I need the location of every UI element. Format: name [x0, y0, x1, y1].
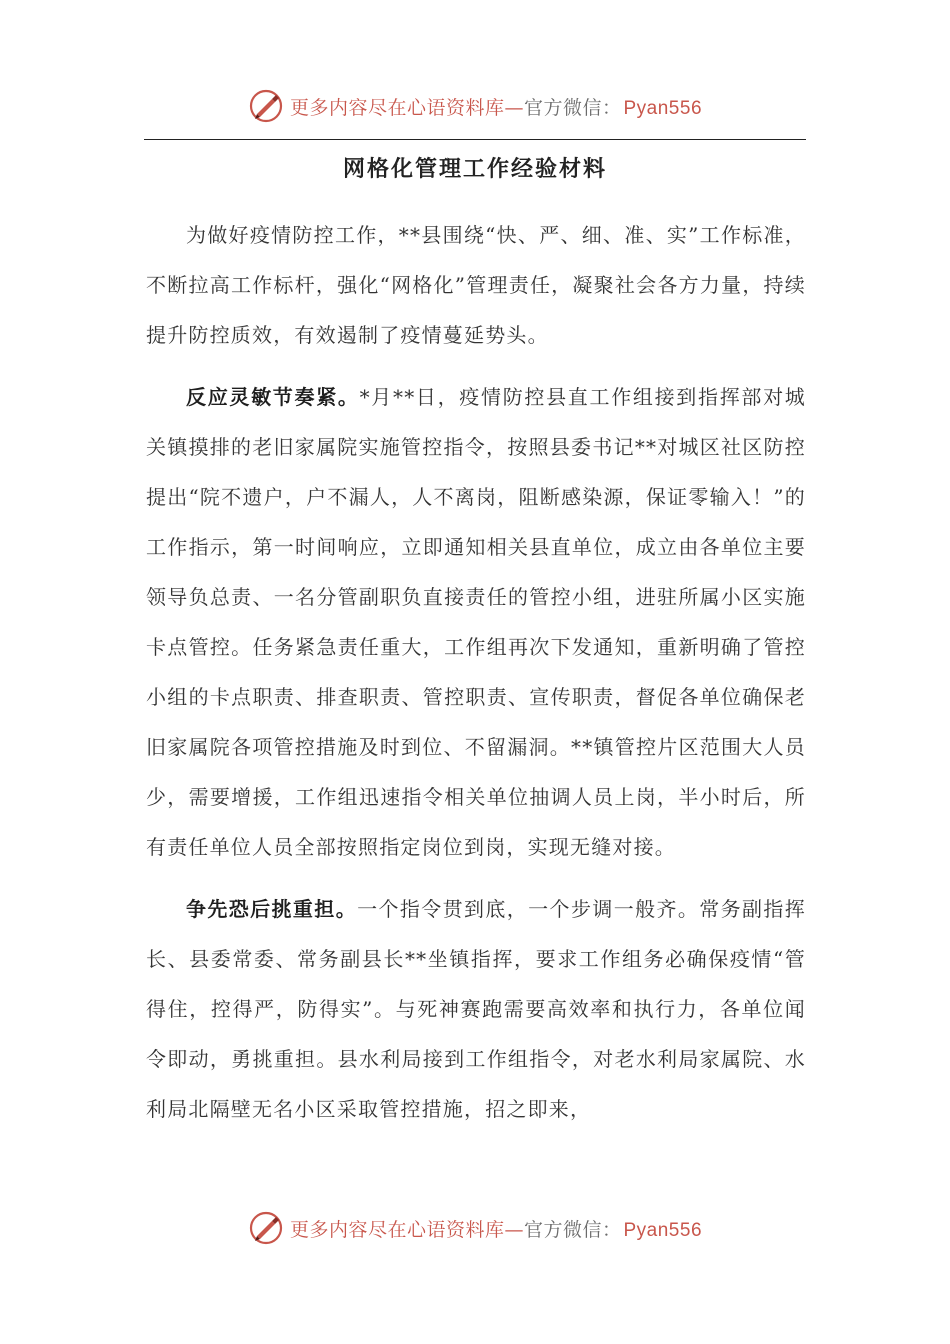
- document-title: 网格化管理工作经验材料: [342, 156, 607, 182]
- header-banner: [0, 86, 950, 126]
- banner-wechat-label: 官方微信：: [523, 96, 622, 119]
- header-divider: [144, 139, 806, 140]
- paragraph-response: [146, 372, 806, 872]
- banner-main-text: 更多内容尽在心语资料库—: [289, 1218, 524, 1241]
- footer-banner: [0, 1208, 950, 1248]
- pen-seal-logo-icon: [248, 88, 284, 124]
- paragraph-intro: [146, 210, 806, 360]
- banner-wechat-handle: Pyan556: [623, 97, 703, 119]
- banner-wechat-handle: Pyan556: [623, 1219, 703, 1241]
- paragraph-lead: 争先恐后挑重担。: [186, 897, 358, 921]
- banner-text: [290, 1215, 702, 1242]
- document-body: [146, 210, 806, 1146]
- banner-main-text: 更多内容尽在心语资料库—: [289, 96, 524, 119]
- pen-seal-logo-icon: [248, 1210, 284, 1246]
- paragraph-responsibility: [146, 884, 806, 1134]
- paragraph-lead: 反应灵敏节奏紧。: [186, 385, 360, 409]
- banner-text: [290, 93, 702, 120]
- banner-wechat-label: 官方微信：: [523, 1218, 622, 1241]
- paragraph-text: 为做好疫情防控工作，**县围绕“快、严、细、准、实”工作标准，不断拉高工作标杆，强化“网格化”管理责任，凝聚社会各方力量，持续提升防控质效，有效遏制了疫情蔓延势头。: [146, 223, 806, 347]
- paragraph-text: 一个指令贯到底，一个步调一般齐。常务副指挥长、县委常委、常务副县长**坐镇指挥，要求工作组务必确保疫情“管得住，控得严，防得实”。与死神赛跑需要高效率和执行力，各单位闻令即动，勇挑重担。县水利局接到工作组指令，对老水利局家属院、水利局北隔壁无名小区采取管控措施，招之即来，: [146, 897, 806, 1121]
- paragraph-text: *月**日，疫情防控县直工作组接到指挥部对城关镇摸排的老旧家属院实施管控指令，按照县委书记**对城区社区防控提出“院不遗户，户不漏人，人不离岗，阻断感染源，保证零输入！”的工作指示，第一时间响应，立即通知相关县直单位，成立由各单位主要领导负总责、一名分管副职负直接责任的管控小组，进驻所属小区实施卡点管控。任务紧急责任重大，工作组再次下发通知，重新明确了管控小组的卡点职责、排查职责、管控职责、宣传职责，督促各单位确保老旧家属院各项管控措施及时到位、不留漏洞。**镇管控片区范围大人员少，需要增援，工作组迅速指令相关单位抽调人员上岗，半小时后，所有责任单位人员全部按照指定岗位到岗，实现无缝对接。: [146, 385, 806, 859]
